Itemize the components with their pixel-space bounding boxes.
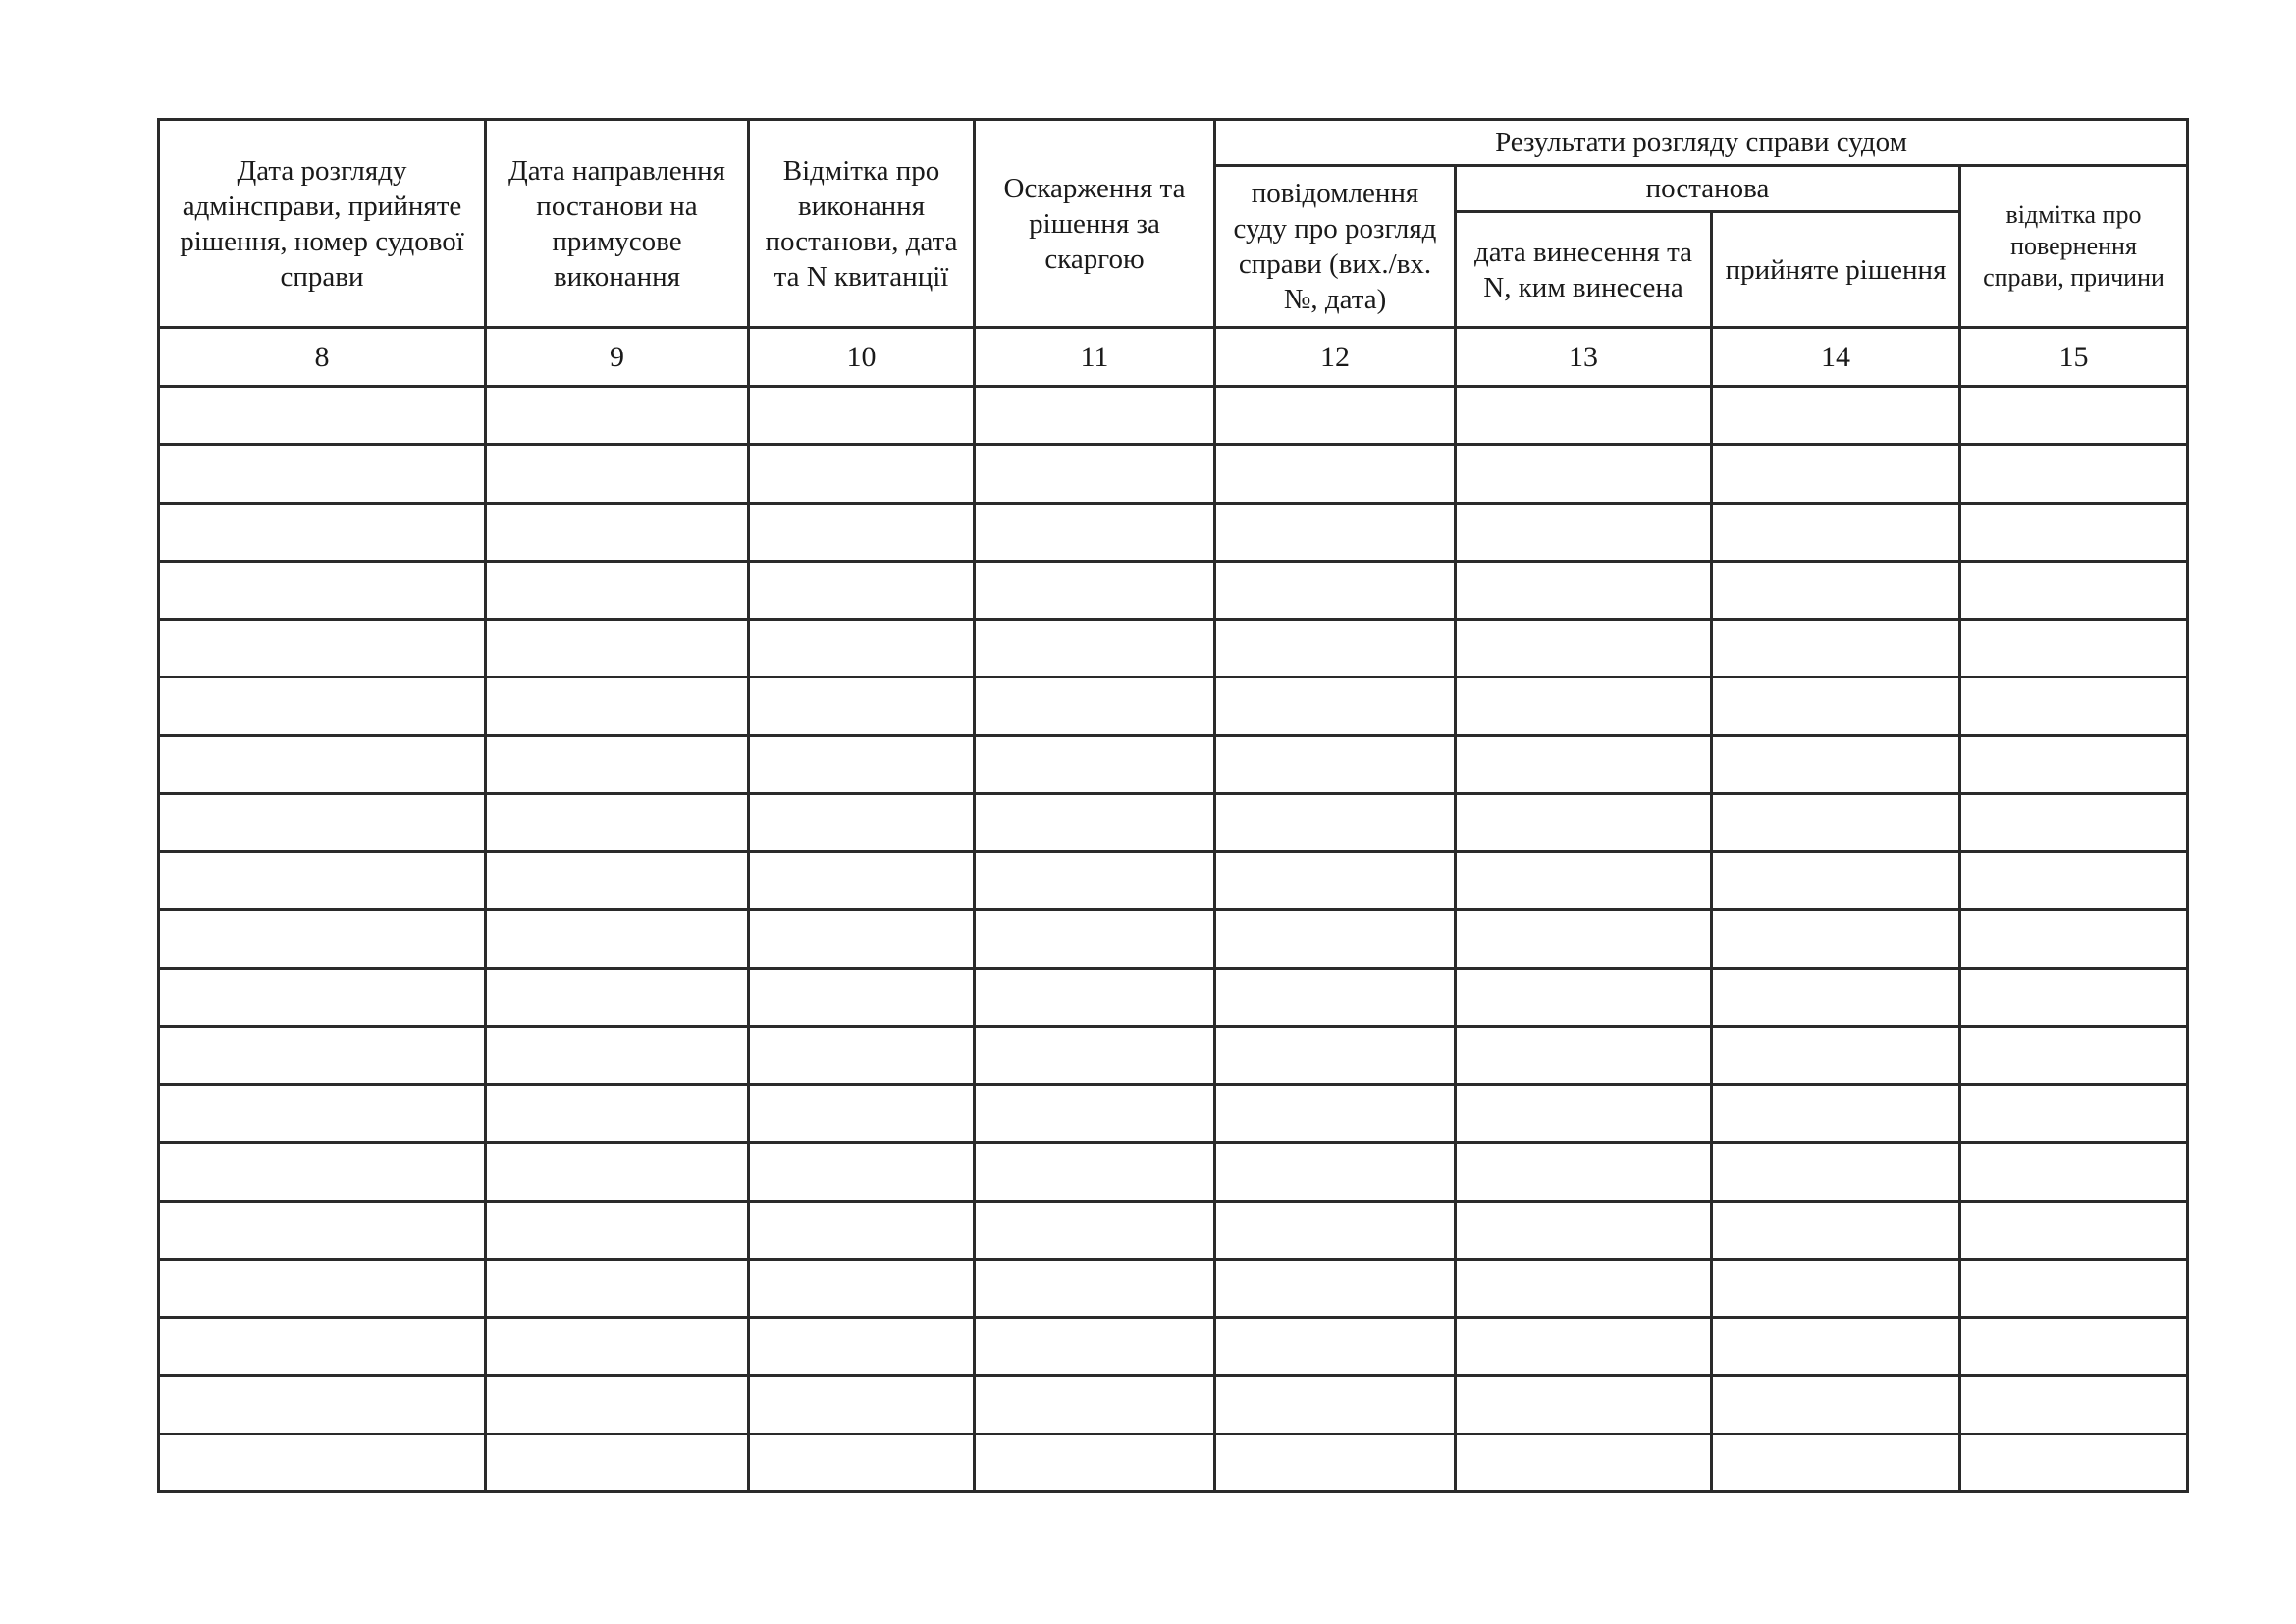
empty-cell[interactable] xyxy=(1960,1143,2188,1201)
empty-cell[interactable] xyxy=(159,910,486,968)
empty-cell[interactable] xyxy=(1215,1201,1456,1259)
empty-cell[interactable] xyxy=(749,910,975,968)
empty-cell[interactable] xyxy=(1712,793,1960,851)
empty-cell[interactable] xyxy=(159,1026,486,1084)
empty-cell[interactable] xyxy=(975,1143,1215,1201)
table-row xyxy=(159,1259,2188,1317)
empty-cell[interactable] xyxy=(1712,1026,1960,1084)
empty-cell[interactable] xyxy=(749,445,975,503)
empty-cell[interactable] xyxy=(1712,620,1960,677)
empty-cell[interactable] xyxy=(975,1434,1215,1492)
table-row xyxy=(159,561,2188,619)
empty-cell[interactable] xyxy=(1456,735,1712,793)
empty-cell[interactable] xyxy=(749,1026,975,1084)
empty-cell[interactable] xyxy=(1960,968,2188,1026)
empty-cell[interactable] xyxy=(486,1318,749,1376)
empty-cell[interactable] xyxy=(159,387,486,445)
empty-cell[interactable] xyxy=(1456,1318,1712,1376)
empty-cell[interactable] xyxy=(749,1085,975,1143)
table-row xyxy=(159,1201,2188,1259)
empty-cell[interactable] xyxy=(975,445,1215,503)
empty-cell[interactable] xyxy=(1215,387,1456,445)
empty-cell[interactable] xyxy=(159,561,486,619)
empty-cell[interactable] xyxy=(1215,968,1456,1026)
empty-cell[interactable] xyxy=(749,503,975,561)
empty-cell[interactable] xyxy=(1960,1259,2188,1317)
table-row xyxy=(159,1318,2188,1376)
empty-cell[interactable] xyxy=(975,793,1215,851)
form-sheet xyxy=(157,118,2186,1493)
column-number: 11 xyxy=(975,328,1215,387)
header-group-results: Результати розгляду справи судом xyxy=(1215,120,2188,166)
empty-cell[interactable] xyxy=(1712,1318,1960,1376)
empty-cell[interactable] xyxy=(159,1434,486,1492)
empty-cell[interactable] xyxy=(975,503,1215,561)
empty-cell[interactable] xyxy=(749,1434,975,1492)
empty-cell[interactable] xyxy=(1215,620,1456,677)
empty-cell[interactable] xyxy=(486,852,749,910)
empty-cell[interactable] xyxy=(159,503,486,561)
table-body xyxy=(159,387,2188,1492)
table-row xyxy=(159,735,2188,793)
empty-cell[interactable] xyxy=(1712,1085,1960,1143)
empty-cell[interactable] xyxy=(975,1201,1215,1259)
table-row xyxy=(159,852,2188,910)
empty-cell[interactable] xyxy=(1960,735,2188,793)
empty-cell[interactable] xyxy=(1960,852,2188,910)
empty-cell[interactable] xyxy=(1456,1143,1712,1201)
empty-cell[interactable] xyxy=(1960,1318,2188,1376)
empty-cell[interactable] xyxy=(1960,503,2188,561)
header-col-8: Дата розгляду адмінсправи, прийняте рішення, номер судової справи xyxy=(159,120,486,328)
empty-cell[interactable] xyxy=(486,793,749,851)
empty-cell[interactable] xyxy=(1456,1434,1712,1492)
empty-cell[interactable] xyxy=(486,1376,749,1434)
empty-cell[interactable] xyxy=(159,1085,486,1143)
empty-cell[interactable] xyxy=(1456,1026,1712,1084)
empty-cell[interactable] xyxy=(1215,1434,1456,1492)
column-number: 10 xyxy=(749,328,975,387)
empty-cell[interactable] xyxy=(159,968,486,1026)
empty-cell[interactable] xyxy=(1456,910,1712,968)
empty-cell[interactable] xyxy=(1712,910,1960,968)
empty-cell[interactable] xyxy=(486,677,749,735)
empty-cell[interactable] xyxy=(975,677,1215,735)
table-row xyxy=(159,910,2188,968)
column-number-row xyxy=(159,328,2188,387)
header-col-9: Дата направлення постанови на примусове виконання xyxy=(486,120,749,328)
empty-cell[interactable] xyxy=(1215,1318,1456,1376)
empty-cell[interactable] xyxy=(1215,735,1456,793)
empty-cell[interactable] xyxy=(749,793,975,851)
column-number: 8 xyxy=(159,328,486,387)
empty-cell[interactable] xyxy=(159,852,486,910)
empty-cell[interactable] xyxy=(159,793,486,851)
empty-cell[interactable] xyxy=(1456,1259,1712,1317)
empty-cell[interactable] xyxy=(1456,1201,1712,1259)
empty-cell[interactable] xyxy=(1712,968,1960,1026)
empty-cell[interactable] xyxy=(749,968,975,1026)
table-row xyxy=(159,387,2188,445)
empty-cell[interactable] xyxy=(1215,1143,1456,1201)
empty-cell[interactable] xyxy=(749,1143,975,1201)
empty-cell[interactable] xyxy=(1215,677,1456,735)
empty-cell[interactable] xyxy=(1456,445,1712,503)
empty-cell[interactable] xyxy=(975,1085,1215,1143)
empty-cell[interactable] xyxy=(486,620,749,677)
column-number: 13 xyxy=(1456,328,1712,387)
empty-cell[interactable] xyxy=(1960,561,2188,619)
header-col-15: відмітка про повернення справи, причини xyxy=(1960,166,2188,328)
empty-cell[interactable] xyxy=(1215,793,1456,851)
empty-cell[interactable] xyxy=(1712,1143,1960,1201)
empty-cell[interactable] xyxy=(1712,1376,1960,1434)
empty-cell[interactable] xyxy=(1960,620,2188,677)
empty-cell[interactable] xyxy=(1960,1376,2188,1434)
empty-cell[interactable] xyxy=(749,561,975,619)
empty-cell[interactable] xyxy=(1456,620,1712,677)
empty-cell[interactable] xyxy=(1215,1085,1456,1143)
empty-cell[interactable] xyxy=(159,1318,486,1376)
empty-cell[interactable] xyxy=(1712,1201,1960,1259)
table-row xyxy=(159,793,2188,851)
empty-cell[interactable] xyxy=(975,1259,1215,1317)
column-number: 12 xyxy=(1215,328,1456,387)
empty-cell[interactable] xyxy=(1215,852,1456,910)
table-row xyxy=(159,677,2188,735)
table-row xyxy=(159,1026,2188,1084)
empty-cell[interactable] xyxy=(159,1201,486,1259)
empty-cell[interactable] xyxy=(1960,1201,2188,1259)
empty-cell[interactable] xyxy=(1712,503,1960,561)
empty-cell[interactable] xyxy=(159,735,486,793)
empty-cell[interactable] xyxy=(1712,387,1960,445)
header-col-11: Оскарження та рішення за скаргою xyxy=(975,120,1215,328)
empty-cell[interactable] xyxy=(1215,1259,1456,1317)
empty-cell[interactable] xyxy=(1456,677,1712,735)
empty-cell[interactable] xyxy=(1712,445,1960,503)
empty-cell[interactable] xyxy=(975,735,1215,793)
empty-cell[interactable] xyxy=(1456,387,1712,445)
empty-cell[interactable] xyxy=(159,1376,486,1434)
table-row xyxy=(159,968,2188,1026)
empty-cell[interactable] xyxy=(1712,735,1960,793)
column-number: 9 xyxy=(486,328,749,387)
empty-cell[interactable] xyxy=(486,1026,749,1084)
empty-cell[interactable] xyxy=(1215,561,1456,619)
empty-cell[interactable] xyxy=(486,561,749,619)
table-row xyxy=(159,445,2188,503)
header-col-12: повідомлення суду про розгляд справи (вих./вх. №, дата) xyxy=(1215,166,1456,328)
empty-cell[interactable] xyxy=(749,852,975,910)
empty-cell[interactable] xyxy=(749,387,975,445)
table-row xyxy=(159,503,2188,561)
empty-cell[interactable] xyxy=(1456,968,1712,1026)
empty-cell[interactable] xyxy=(1215,1376,1456,1434)
empty-cell[interactable] xyxy=(1712,1259,1960,1317)
header-col-10: Відмітка про виконання постанови, дата та N квитанції xyxy=(749,120,975,328)
table-row xyxy=(159,1143,2188,1201)
empty-cell[interactable] xyxy=(1960,793,2188,851)
empty-cell[interactable] xyxy=(1456,503,1712,561)
empty-cell[interactable] xyxy=(749,1259,975,1317)
empty-cell[interactable] xyxy=(749,1376,975,1434)
empty-cell[interactable] xyxy=(1215,503,1456,561)
empty-cell[interactable] xyxy=(159,677,486,735)
empty-cell[interactable] xyxy=(975,561,1215,619)
empty-cell[interactable] xyxy=(749,1318,975,1376)
column-number: 15 xyxy=(1960,328,2188,387)
table-row xyxy=(159,1376,2188,1434)
empty-cell[interactable] xyxy=(486,968,749,1026)
register-table xyxy=(157,118,2189,1493)
empty-cell[interactable] xyxy=(1960,1026,2188,1084)
empty-cell[interactable] xyxy=(486,1143,749,1201)
empty-cell[interactable] xyxy=(1456,852,1712,910)
empty-cell[interactable] xyxy=(749,735,975,793)
empty-cell[interactable] xyxy=(975,1026,1215,1084)
empty-cell[interactable] xyxy=(486,503,749,561)
empty-cell[interactable] xyxy=(975,910,1215,968)
empty-cell[interactable] xyxy=(1960,1085,2188,1143)
empty-cell[interactable] xyxy=(1456,793,1712,851)
empty-cell[interactable] xyxy=(1215,910,1456,968)
empty-cell[interactable] xyxy=(159,620,486,677)
empty-cell[interactable] xyxy=(486,387,749,445)
empty-cell[interactable] xyxy=(1456,1085,1712,1143)
empty-cell[interactable] xyxy=(1960,445,2188,503)
table-row xyxy=(159,620,2188,677)
empty-cell[interactable] xyxy=(975,1318,1215,1376)
empty-cell[interactable] xyxy=(975,852,1215,910)
empty-cell[interactable] xyxy=(1712,677,1960,735)
empty-cell[interactable] xyxy=(1712,561,1960,619)
empty-cell[interactable] xyxy=(1215,445,1456,503)
empty-cell[interactable] xyxy=(159,1143,486,1201)
empty-cell[interactable] xyxy=(749,1201,975,1259)
header-group-postanova: постанова xyxy=(1456,166,1960,212)
empty-cell[interactable] xyxy=(486,1201,749,1259)
empty-cell[interactable] xyxy=(1456,1376,1712,1434)
table-row xyxy=(159,1085,2188,1143)
table-row xyxy=(159,1434,2188,1492)
empty-cell[interactable] xyxy=(486,1434,749,1492)
empty-cell[interactable] xyxy=(486,735,749,793)
empty-cell[interactable] xyxy=(1960,1434,2188,1492)
empty-cell[interactable] xyxy=(975,620,1215,677)
empty-cell[interactable] xyxy=(159,1259,486,1317)
empty-cell[interactable] xyxy=(1960,677,2188,735)
empty-cell[interactable] xyxy=(975,1376,1215,1434)
empty-cell[interactable] xyxy=(749,677,975,735)
empty-cell[interactable] xyxy=(1712,852,1960,910)
empty-cell[interactable] xyxy=(486,445,749,503)
empty-cell[interactable] xyxy=(486,910,749,968)
empty-cell[interactable] xyxy=(1215,1026,1456,1084)
empty-cell[interactable] xyxy=(159,445,486,503)
header-col-13: дата винесення та N, ким винесена xyxy=(1456,212,1712,328)
empty-cell[interactable] xyxy=(486,1085,749,1143)
empty-cell[interactable] xyxy=(749,620,975,677)
empty-cell[interactable] xyxy=(1456,561,1712,619)
header-col-14: прийняте рішення xyxy=(1712,212,1960,328)
header-row-1 xyxy=(159,120,2188,166)
column-number: 14 xyxy=(1712,328,1960,387)
empty-cell[interactable] xyxy=(1960,387,2188,445)
empty-cell[interactable] xyxy=(486,1259,749,1317)
empty-cell[interactable] xyxy=(975,387,1215,445)
empty-cell[interactable] xyxy=(975,968,1215,1026)
empty-cell[interactable] xyxy=(1960,910,2188,968)
empty-cell[interactable] xyxy=(1712,1434,1960,1492)
